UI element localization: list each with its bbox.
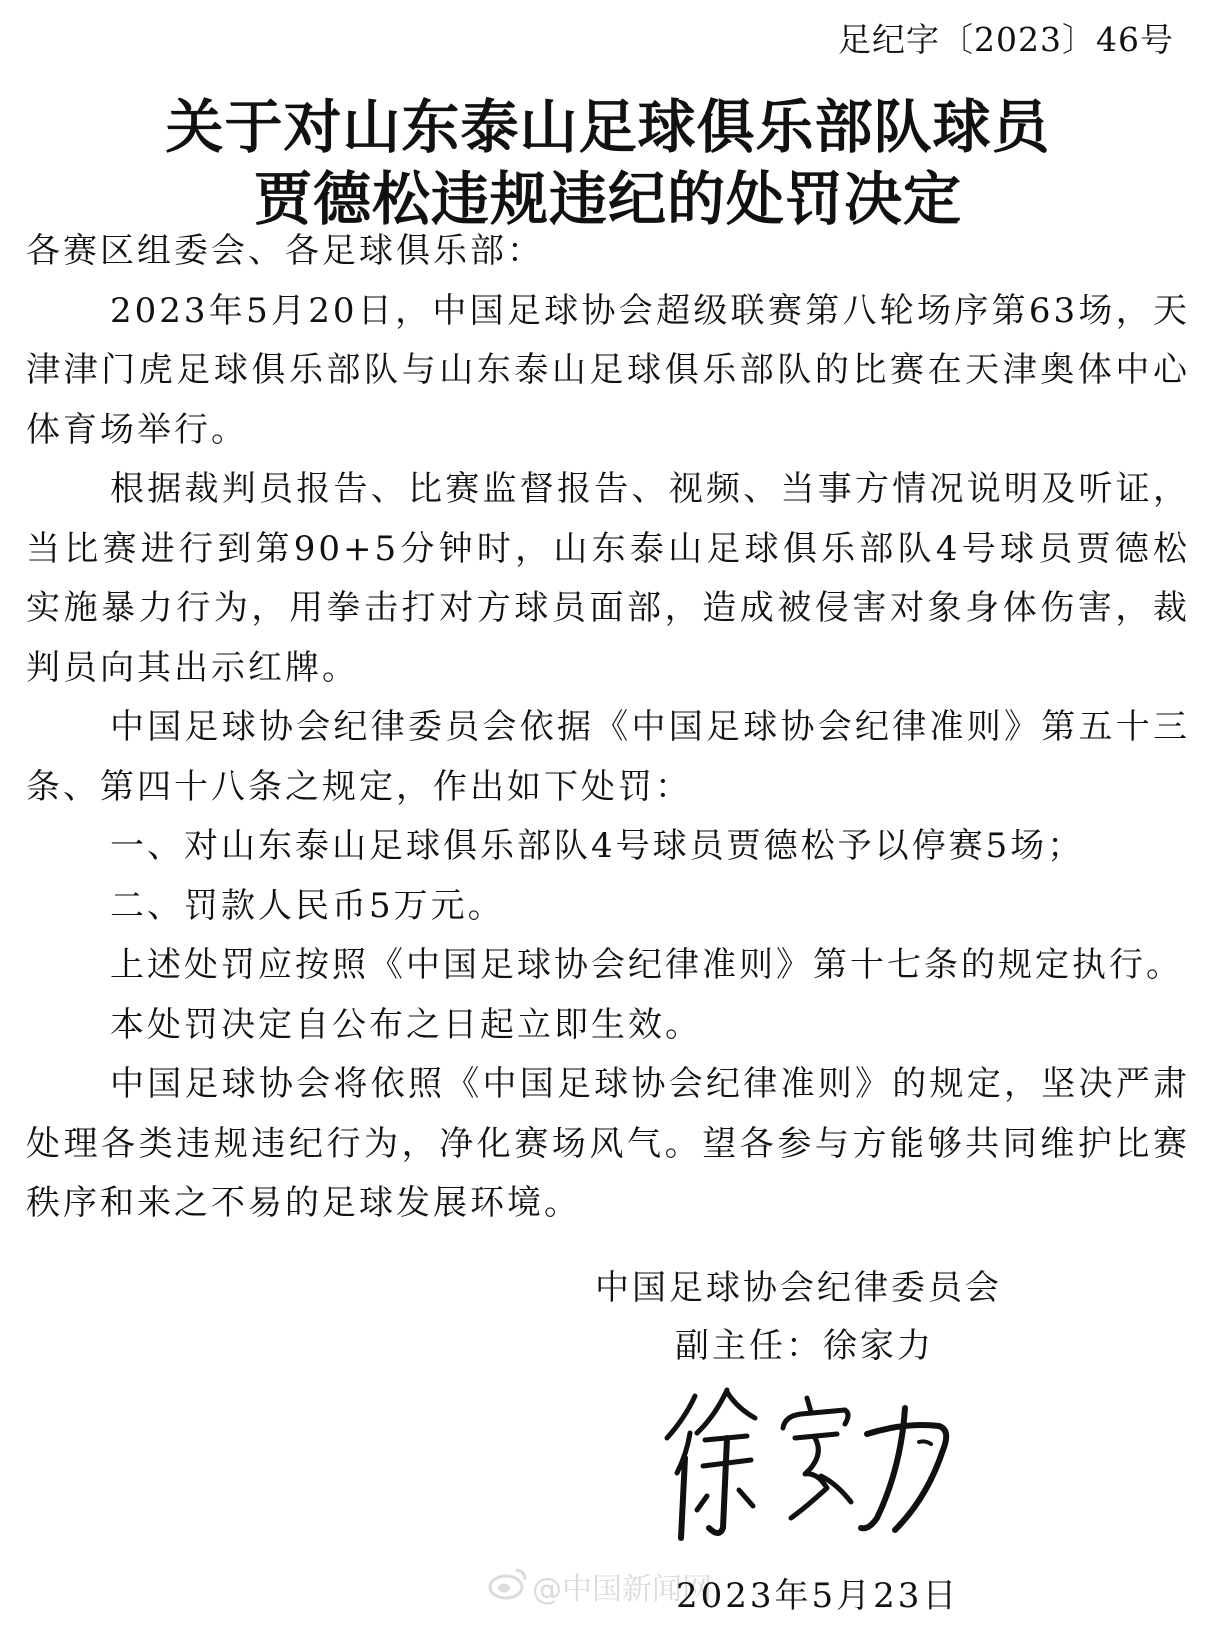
paragraph-legal-basis: 中国足球协会纪律委员会依据《中国足球协会纪律准则》第五十三条、第四十八条之规定，作出如下处罚：: [26, 707, 1190, 807]
document-title-line-1: 关于对山东泰山足球俱乐部队球员: [165, 93, 1051, 161]
issue-date: 2023年5月23日: [676, 1576, 960, 1616]
handwritten-signature: [655, 1378, 975, 1553]
document-body: [26, 222, 1190, 1234]
weibo-logo-icon: [488, 1566, 528, 1600]
watermark-text: @中国新闻网: [532, 1572, 712, 1607]
vice-director: 副主任：徐家力: [675, 1326, 934, 1366]
paragraph-closing: 中国足球协会将依照《中国足球协会纪律准则》的规定，坚决严肃处理各类违规违纪行为，净化赛场风气。望各参与方能够共同维护比赛秩序和来之不易的足球发展环境。: [26, 1064, 1190, 1223]
issuer-name: 中国足球协会纪律委员会: [595, 1268, 1002, 1308]
document-title-line-2: 贾德松违规违纪的处罚决定: [253, 165, 962, 233]
paragraph-execution: 上述处罚应按照《中国足球协会纪律准则》第十七条的规定执行。: [110, 945, 1183, 985]
paragraph-incident: 根据裁判员报告、比赛监督报告、视频、当事方情况说明及听证，当比赛进行到第90+5分钟时，山东泰山足球俱乐部队4号球员贾德松实施暴力行为，用拳击打对方球员面部，造成被侵害对象身体伤害，裁判员向其出示红牌。: [26, 469, 1190, 688]
penalty-item-suspension: 一、对山东泰山足球俱乐部队4号球员贾德松予以停赛5场；: [110, 826, 1085, 866]
document-number: 足纪字〔2023〕46号: [838, 20, 1174, 59]
paragraph-effective: 本处罚决定自公布之日起立即生效。: [110, 1004, 702, 1045]
paragraph-match-info: 2023年5月20日，中国足球协会超级联赛第八轮场序第63场，天津津门虎足球俱乐部队与山东泰山足球俱乐部队的比赛在天津奥体中心体育场举行。: [26, 290, 1190, 450]
salutation: 各赛区组委会、各足球俱乐部：: [26, 231, 544, 271]
penalty-item-fine: 二、罚款人民币5万元。: [110, 885, 505, 926]
